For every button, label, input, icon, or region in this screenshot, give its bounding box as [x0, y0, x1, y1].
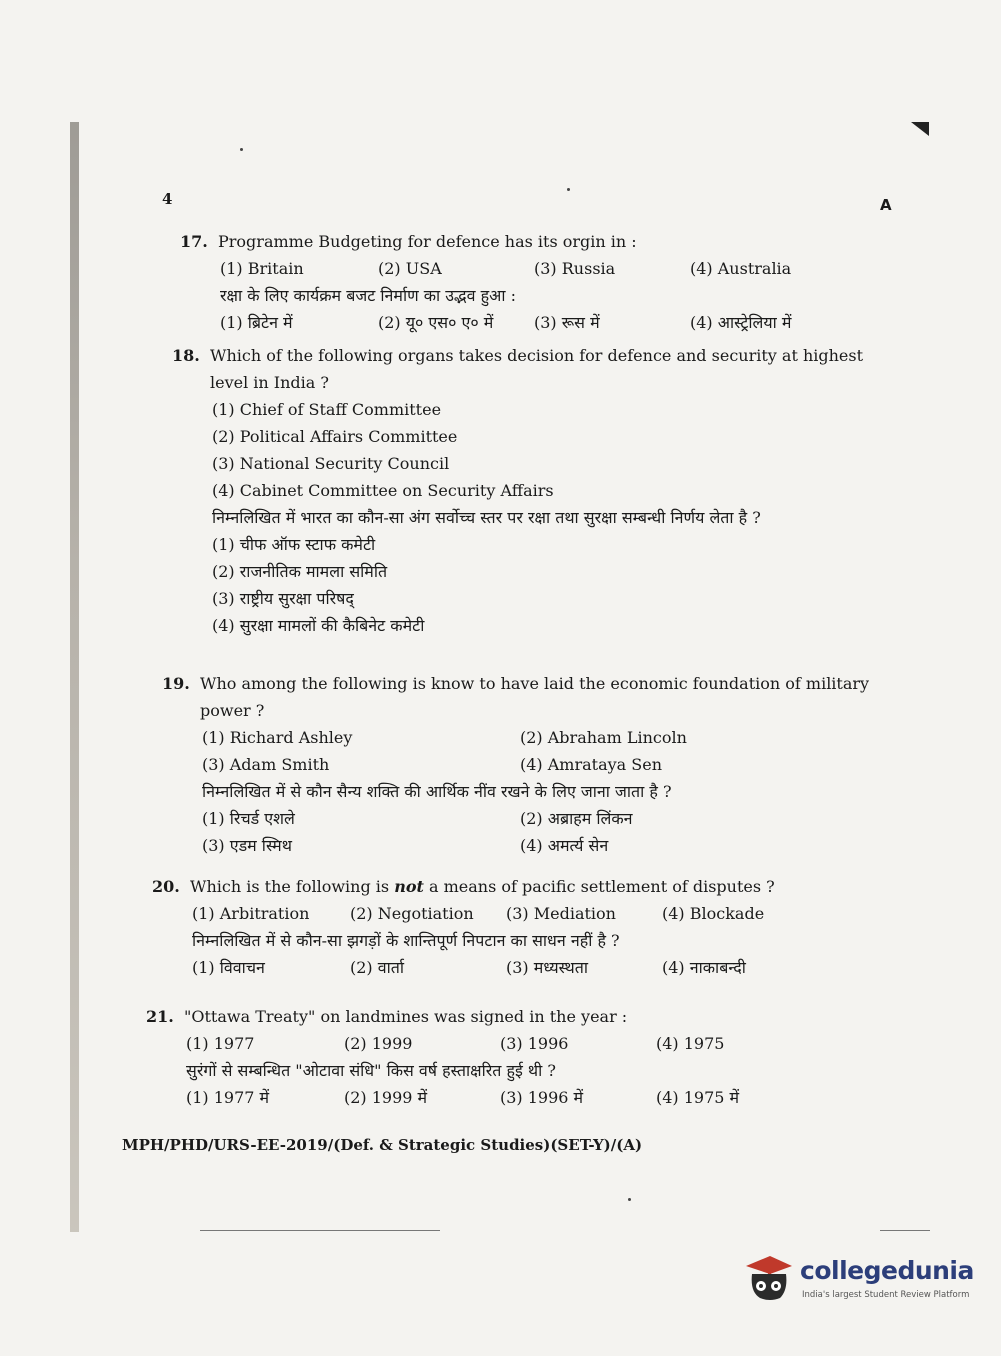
option-hindi: (4) 1975 में — [656, 1088, 740, 1107]
option: (2) 1999 — [344, 1034, 413, 1053]
option-hindi: (3) एडम स्मिथ — [202, 836, 292, 855]
question-text-hindi: निम्नलिखित में भारत का कौन-सा अंग सर्वोच्च स्तर पर रक्षा तथा सुरक्षा सम्बन्धी निर्णय लेता है ? — [212, 508, 761, 527]
option-hindi: (3) मध्यस्थता — [506, 958, 589, 977]
options — [186, 1030, 866, 1057]
question-number: 19. — [162, 674, 190, 693]
option: (3) 1996 — [500, 1034, 569, 1053]
question-18 — [172, 342, 892, 639]
option-hindi: (4) अमर्त्य सेन — [520, 836, 609, 855]
option-hindi: (2) अब्राहम लिंकन — [520, 809, 633, 828]
question-text — [190, 873, 870, 900]
question-20 — [152, 873, 872, 981]
option-hindi: (2) यू० एस० ए० में — [378, 313, 494, 332]
brand-watermark — [742, 1250, 972, 1310]
option-hindi: (4) आस्ट्रेलिया में — [690, 313, 792, 332]
question-text: Programme Budgeting for defence has its orgin in : — [218, 232, 637, 251]
question-number: 21. — [146, 1007, 174, 1026]
option-hindi: (3) 1996 में — [500, 1088, 584, 1107]
option: (2) Negotiation — [350, 904, 474, 923]
option-hindi: (2) 1999 में — [344, 1088, 428, 1107]
question-text-hindi: निम्नलिखित में से कौन-सा झगड़ों के शान्तिपूर्ण निपटान का साधन नहीं है ? — [192, 931, 620, 950]
option: (1) Chief of Staff Committee — [212, 400, 442, 419]
question-text-hindi: निम्नलिखित में से कौन सैन्य शक्ति की आर्थिक नींव रखने के लिए जाना जाता है ? — [202, 782, 672, 801]
option: (4) Amrataya Sen — [520, 755, 663, 774]
divider — [200, 1230, 440, 1231]
option-hindi: (1) चीफ ऑफ स्टाफ कमेटी — [212, 535, 376, 554]
question-17 — [180, 228, 900, 336]
option-hindi: (1) ब्रिटेन में — [220, 313, 293, 332]
option: (3) National Security Council — [212, 454, 450, 473]
question-text-emphasis: not — [394, 877, 424, 896]
question-text-hindi: रक्षा के लिए कार्यक्रम बजट निर्माण का उद्भव हुआ : — [220, 286, 516, 305]
options-hindi — [192, 954, 872, 981]
option: (1) Richard Ashley — [202, 728, 353, 747]
option: (4) 1975 — [656, 1034, 725, 1053]
option: (2) Political Affairs Committee — [212, 427, 458, 446]
option: (3) Adam Smith — [202, 755, 330, 774]
option-hindi: (2) वार्ता — [350, 958, 405, 977]
option: (3) Mediation — [506, 904, 616, 923]
option-hindi: (3) राष्ट्रीय सुरक्षा परिषद् — [212, 589, 354, 608]
scan-edge — [70, 122, 79, 1232]
paper-code: MPH/PHD/URS-EE-2019/(Def. & Strategic Studies)(SET-Y)/(A) — [122, 1136, 643, 1154]
options-hindi — [186, 1084, 866, 1111]
question-text: Which of the following organs takes decision for defence and security at highest level in India ? — [210, 346, 864, 392]
options-hindi — [202, 805, 882, 859]
question-number: 20. — [152, 877, 180, 896]
options — [202, 724, 882, 778]
option: (1) Arbitration — [192, 904, 310, 923]
question-21 — [146, 1003, 866, 1111]
set-letter: A — [880, 196, 892, 214]
option: (2) USA — [378, 259, 442, 278]
option: (2) Abraham Lincoln — [520, 728, 687, 747]
options — [192, 900, 872, 927]
option: (4) Australia — [690, 259, 792, 278]
option-hindi: (4) सुरक्षा मामलों की कैबिनेट कमेटी — [212, 616, 425, 635]
brand-tagline: India's largest Student Review Platform — [802, 1290, 970, 1300]
speck — [628, 1198, 631, 1201]
question-text-part: Which is the following is — [190, 877, 395, 896]
question-text: Who among the following is know to have laid the economic foundation of military power ? — [200, 674, 870, 720]
option: (4) Blockade — [662, 904, 765, 923]
option-hindi: (1) 1977 में — [186, 1088, 270, 1107]
divider — [880, 1230, 930, 1231]
page-number: 4 — [162, 190, 173, 208]
question-number: 17. — [180, 232, 208, 251]
option: (4) Cabinet Committee on Security Affairs — [212, 481, 554, 500]
graduate-mascot-icon — [742, 1252, 794, 1304]
options-hindi — [220, 309, 900, 336]
option-hindi: (4) नाकाबन्दी — [662, 958, 746, 977]
options-hindi — [212, 531, 892, 639]
question-text: "Ottawa Treaty" on landmines was signed in the year : — [184, 1007, 628, 1026]
options — [220, 255, 900, 282]
brand-name: collegedunia — [800, 1256, 974, 1285]
options — [212, 396, 892, 504]
option: (3) Russia — [534, 259, 616, 278]
speck — [567, 188, 570, 191]
option-hindi: (1) विवाचन — [192, 958, 265, 977]
question-text-hindi: सुरंगों से सम्बन्धित "ओटावा संधि" किस वर्ष हस्ताक्षरित हुई थी ? — [186, 1061, 556, 1080]
question-19 — [162, 670, 882, 859]
option-hindi: (3) रूस में — [534, 313, 600, 332]
option: (1) 1977 — [186, 1034, 255, 1053]
option-hindi: (1) रिचर्ड एशले — [202, 809, 295, 828]
question-number: 18. — [172, 346, 200, 365]
option-hindi: (2) राजनीतिक मामला समिति — [212, 562, 388, 581]
speck — [240, 148, 243, 151]
option: (1) Britain — [220, 259, 304, 278]
question-text-part: a means of pacific settlement of disputes ? — [423, 877, 775, 896]
corner-mark — [911, 122, 929, 136]
